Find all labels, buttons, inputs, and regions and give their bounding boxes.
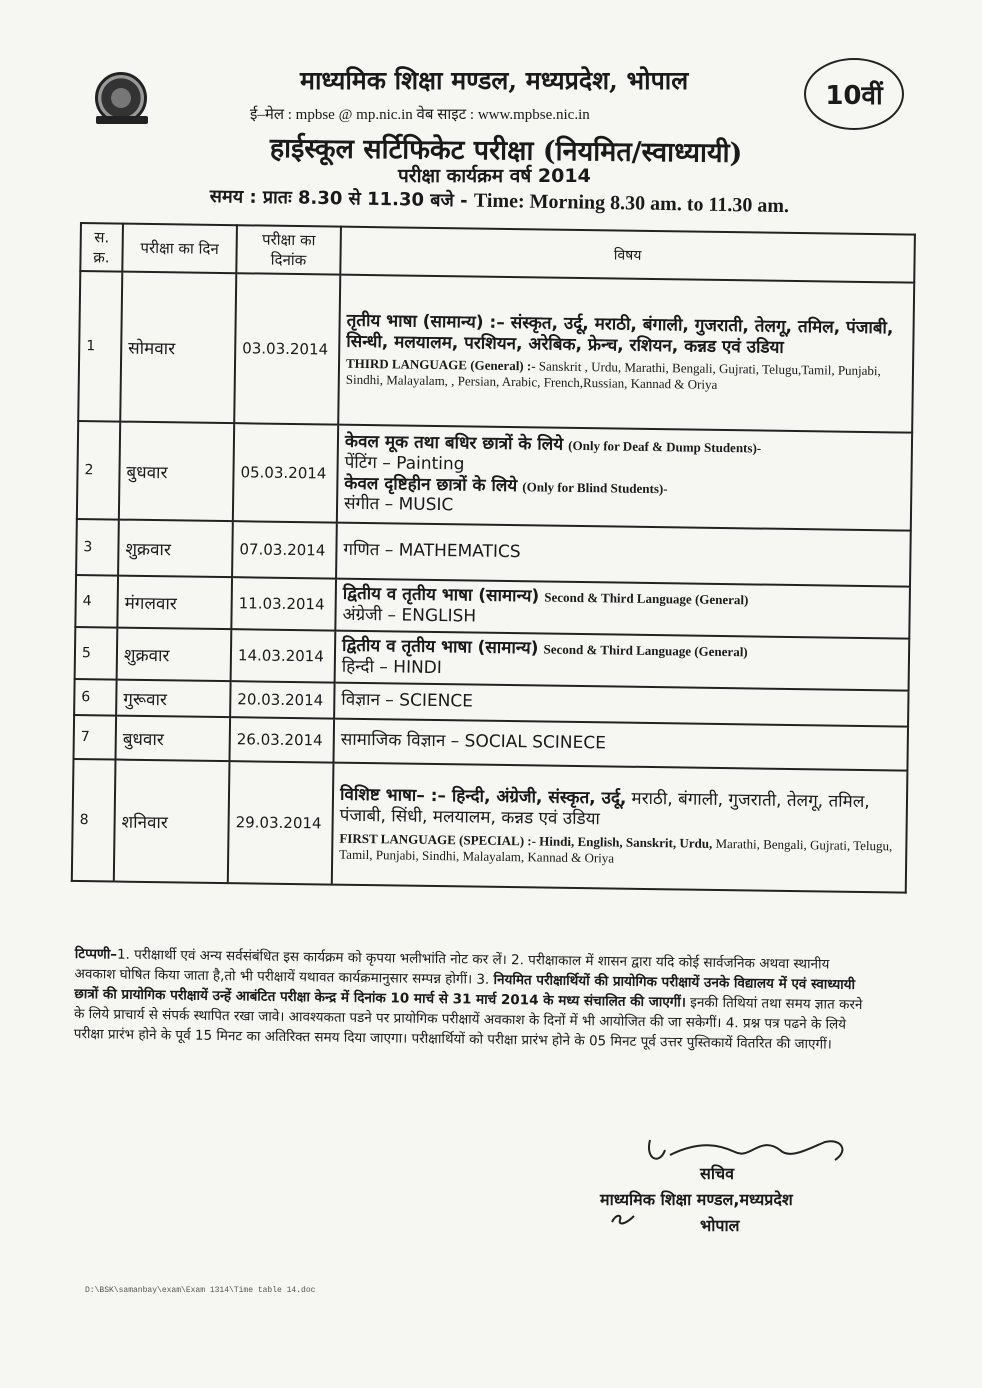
- row-serial: 5: [75, 627, 118, 680]
- row-day: शनिवार: [114, 760, 230, 884]
- row-serial: 1: [78, 271, 122, 422]
- subject-hindi-paper: हिन्दी – HINDI: [341, 656, 442, 678]
- exam-time-separator: -: [453, 190, 475, 212]
- row-subject: सामाजिक विज्ञान – SOCIAL SCINECE: [333, 719, 908, 771]
- notes-text-1: 1. परीक्षार्थी एवं अन्य सर्वसंबंधित इस कार्यक्रम को कृपया भलीभांति नोट कर लें। 2. परीक्षाकाल में शासन द्वारा यदि कोई सार्वजनिक अथवा स्थानीय अवकाश घोषित किया जाता है,तो भी परीक्षायें यथावत कार्यक्रमानुसार सम्पन्न होगीं। 3.: [74, 946, 830, 988]
- row-date: 07.03.2014: [232, 521, 337, 578]
- table-row: [72, 759, 908, 893]
- row-serial: 8: [72, 759, 116, 882]
- subject-line-hindi: द्वितीय व तृतीय भाषा (सामान्य): [342, 583, 540, 607]
- subject-line-english: (Only for Blind Students)-: [522, 479, 668, 497]
- board-title: माध्यमिक शिक्षा मण्डल, मध्यप्रदेश, भोपाल: [300, 66, 689, 95]
- row-day: मंगलवार: [117, 576, 232, 630]
- board-emblem-band: [96, 116, 148, 124]
- notes-bold-text: नियमित परीक्षार्थियों की प्रायोगिक परीक्षायें उनके विद्यालय में एवं स्वाध्यायी छात्रों की प्रायोगिक परीक्षायें उन्हें आबंटित परीक्षा केन्द्र में दिनांक 10 मार्च से 31 मार्च 2014 के मध्य संचालित की जाएगीं।: [74, 971, 856, 1011]
- row-date: 26.03.2014: [229, 717, 334, 762]
- subject-hindi: तृतीय भाषा (सामान्य) :– संस्कृत, उर्दू, मराठी, बंगाली, गुजराती, तेलगू, तमिल, पंजाबी, सिन्धी, मलयालम, परशियन, अरेबिक, फ्रेन्च, रशियन, कन्नड एवं उडिया: [346, 311, 894, 358]
- exam-title: हाईस्कूल सर्टिफिकेट परीक्षा (नियमित/स्वाध्यायी): [269, 132, 743, 169]
- exam-schedule-table: [71, 222, 916, 894]
- subject-line-hindi: केवल मूक तथा बधिर छात्रों के लिये: [344, 432, 564, 456]
- table-row: [78, 271, 914, 433]
- subject-hindi-label: विशिष्ट भाषा– :– हिन्दी, अंग्रेजी, संस्कृत, उर्दू,: [339, 784, 627, 809]
- class-badge: 10वीं: [804, 58, 904, 130]
- subject-hindi: मराठी, बंगाली, गुजराती, तेलगू, तमिल, पंजाबी, सिंधी, मलयालम, कन्नड एवं उडिया: [339, 788, 870, 830]
- notes-label: टिप्पणी–: [74, 945, 118, 963]
- subject-painting: पेंटिंग – Painting: [344, 452, 465, 475]
- subject-english-paper: अंग्रेजी – ENGLISH: [342, 604, 477, 627]
- row-day: शुक्रवार: [118, 520, 233, 578]
- row-date: 14.03.2014: [231, 629, 336, 682]
- signatory-city: भोपाल: [700, 1216, 740, 1235]
- notes-paragraph: [74, 944, 865, 1055]
- row-subject: [335, 631, 910, 691]
- row-serial: 4: [75, 575, 118, 628]
- header-day: परीक्षा का दिन: [122, 224, 237, 274]
- row-serial: 2: [77, 421, 120, 520]
- subject-line-english: (Only for Deaf & Dump Students)-: [568, 438, 762, 456]
- row-date: 20.03.2014: [230, 681, 334, 718]
- exam-time: [210, 184, 790, 218]
- row-subject: विज्ञान – SCIENCE: [334, 683, 908, 727]
- subject-english-label: THIRD LANGUAGE (General) :-: [345, 355, 536, 374]
- row-subject: [335, 579, 910, 639]
- subject-line-english: Second & Third Language (General): [543, 641, 748, 660]
- header-subject: विषय: [340, 227, 915, 283]
- row-date: 11.03.2014: [231, 577, 336, 630]
- contact-line: ई–मेल : mpbse @ mp.nic.in वेब साइट : www.mpbse.nic.in: [250, 107, 590, 123]
- row-date: 05.03.2014: [233, 423, 338, 522]
- row-subject: गणित – MATHEMATICS: [336, 523, 911, 587]
- table-row: [77, 421, 912, 531]
- header-date: परीक्षा का दिनांक: [236, 225, 341, 274]
- secretary-signature: [640, 1120, 860, 1175]
- row-day: शुक्रवार: [117, 628, 232, 682]
- subject-english: Marathi, Bengali, Gujrati, Telugu, Tamil, Punjabi, Sindhi, Malayalam, Kannad & Oriya: [339, 835, 893, 866]
- subject-english-label: FIRST LANGUAGE (SPECIAL) :-: [339, 830, 537, 848]
- row-day: गुरूवार: [116, 680, 230, 718]
- subject-line-hindi: द्वितीय व तृतीय भाषा (सामान्य): [341, 635, 539, 659]
- header-serial: स. क्र.: [80, 223, 123, 272]
- initials-mark: [608, 1208, 638, 1230]
- signatory-office: माध्यमिक शिक्षा मण्डल,मध्यप्रदेश: [600, 1190, 793, 1209]
- subject-english-bold: Hindi, English, Sanskrit, Urdu,: [539, 832, 713, 851]
- row-subject: [337, 425, 912, 531]
- subject-music: संगीत – MUSIC: [343, 494, 454, 516]
- schedule-year: परीक्षा कार्यक्रम वर्ष 2014: [398, 165, 591, 187]
- row-subject: [332, 763, 908, 893]
- row-serial: 3: [76, 519, 119, 576]
- subject-english: Sanskrit , Urdu, Marathi, Bengali, Gujrati, Telugu,Tamil, Punjabi, Sindhi, Malayalam, , Persian, Arabic, French,Russian, Kannad & Oriya: [345, 358, 881, 393]
- row-serial: 7: [74, 715, 117, 760]
- file-path-footer: D:\BSK\samanbay\exam\Exam 1314\Time table 14.doc: [85, 1286, 316, 1295]
- subject-line-english: Second & Third Language (General): [544, 589, 749, 608]
- exam-time-hindi: समय : प्रातः 8.30 से 11.30 बजे: [209, 185, 455, 212]
- row-day: सोमवार: [120, 272, 236, 424]
- row-subject: [338, 275, 914, 433]
- row-day: बुधवार: [115, 716, 230, 762]
- subject-line-hindi: केवल दृष्टिहीन छात्रों के लिये: [344, 473, 518, 497]
- row-day: बुधवार: [119, 422, 234, 522]
- notes-text-2: इनकी तिथियां तथा समय ज्ञात करने के लिये प्राचार्य से संपर्क स्थापित रखा जावे। आवश्यकता पडने पर प्रायोगिक परीक्षायें अवकाश के दिनों में भी आयोजित की जा सकेगीं। 4. प्रश्न पत्र पढने के लिये परीक्षा प्रारंभ होने के पूर्व 15 मिनट का अतिरिक्त समय दिया जाएगा। परीक्षार्थियों को परीक्षा प्रारंभ होने के 05 मिनट पूर्व उत्तर पुस्तिकायें वितरित की जाएगीं।: [73, 994, 863, 1053]
- row-serial: 6: [74, 679, 116, 716]
- exam-time-english: Time: Morning 8.30 am. to 11.30 am.: [473, 189, 790, 218]
- row-date: 29.03.2014: [228, 761, 334, 884]
- row-date: 03.03.2014: [234, 273, 340, 424]
- signatory-designation: सचिव: [700, 1164, 735, 1183]
